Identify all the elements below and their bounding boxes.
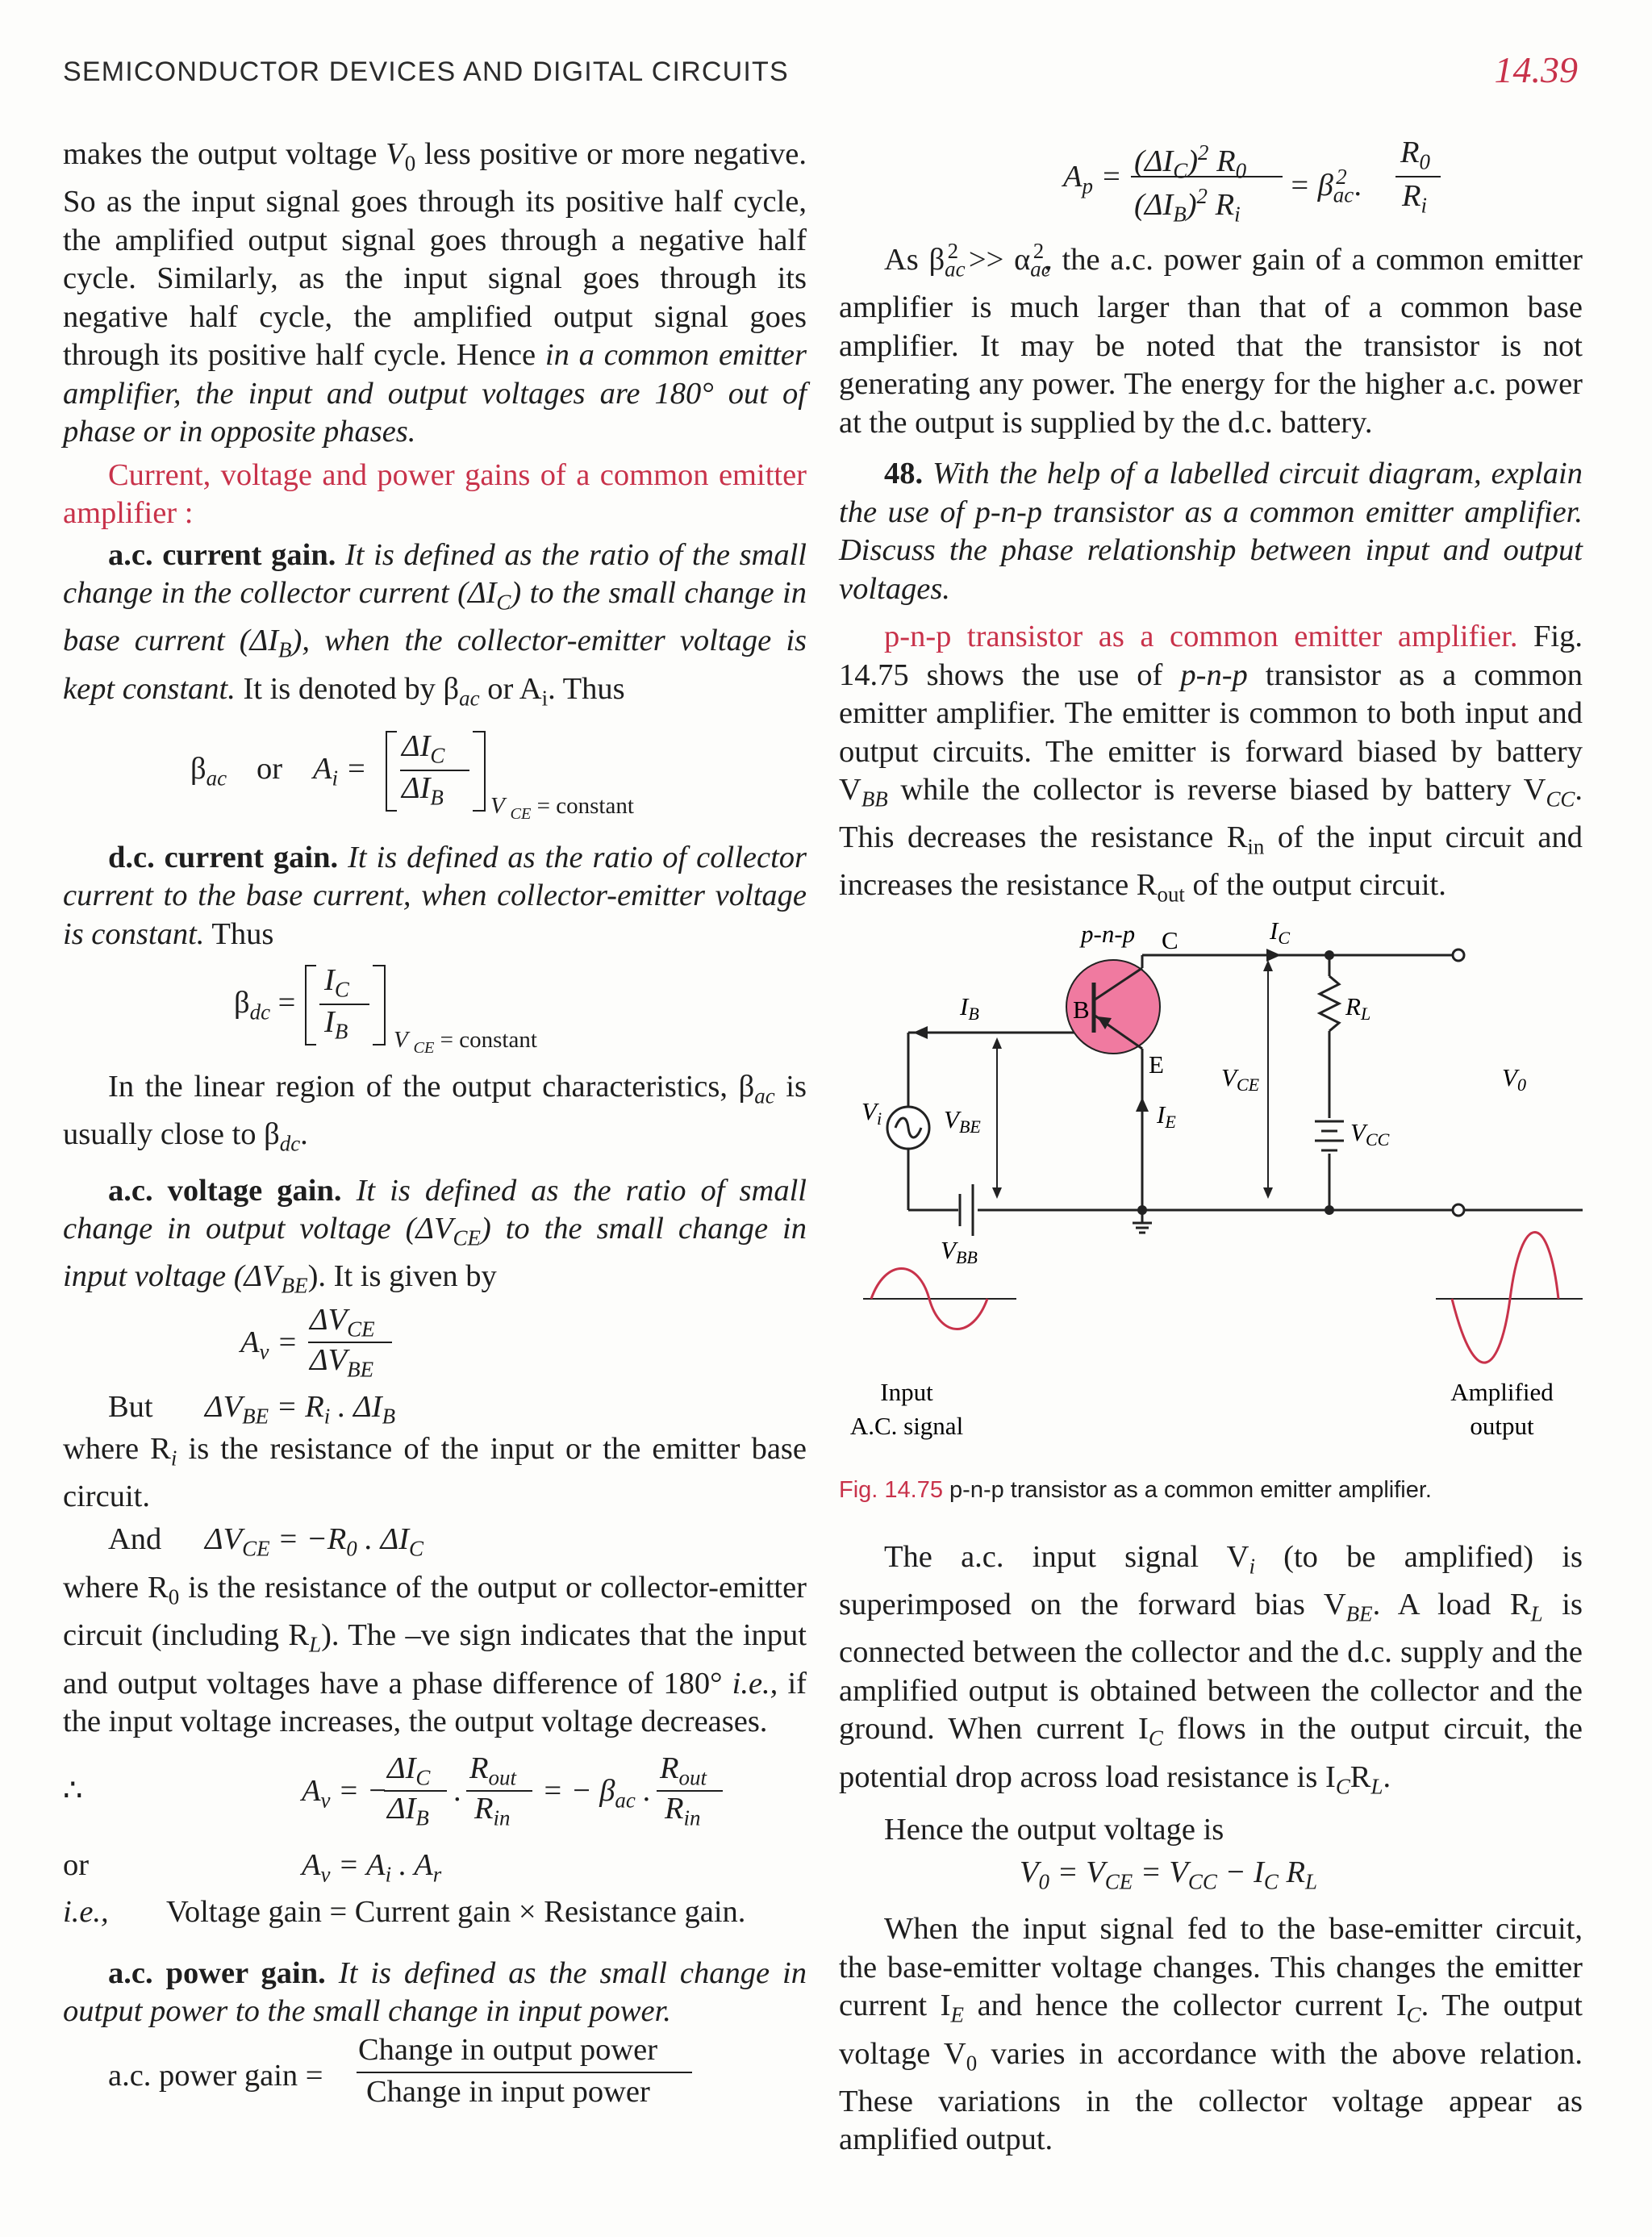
right-column [839,136,1583,2160]
label-vi: Vi [861,1096,882,1129]
ie-arrow [1136,1097,1149,1112]
page-number: 14.39 [1494,49,1578,90]
label-b: B [1073,995,1090,1024]
left-column [63,136,807,2123]
equation-av-full: ∴ $A_v$ = − $\Delta I_C$ $\Delta I_B$ . $R_{out}$ $R_{in}$ = − $\beta_{ac}$ . $R_{out}$ $R_{in}$ [63,1750,807,1838]
label-vbb: VBB [941,1235,978,1267]
equation-ap: $A_p$ = $(\Delta I_C)^2$ $R_0$ $(\Delta I_B)^2$ $R_i$ = $\beta_{ac}^2$ . $R_0$ $R_i$ [839,131,1583,232]
ac-voltage-gain-para: a.c. voltage gain. It is defined as the ratio of small change in output voltage $(\Delta V_{CE})$ to the small change in input voltage $(\Delta V_{BE})$. It is given by [63,1173,807,1298]
equation-beta-dc: $\beta_{dc}$ = $I_C$ $I_B$ V $_{CE}$ = constant [234,963,537,1058]
where-ri-para: where $R_i$ is the resistance of the input or the emitter base circuit. [63,1431,807,1513]
output-wave [1452,1232,1558,1363]
section-heading: Current, voltage and power gains of a common emitter amplifier : [63,457,807,531]
label-c: C [1162,925,1179,954]
label-rl: RL [1345,991,1371,1024]
output-terminal-bottom [1453,1204,1464,1216]
hence-para: Hence the output voltage is [884,1812,1224,1847]
equation-v0: $V_0 = V_{CE} = V_{CC} - I_C$ $R_L$ [1020,1855,1318,1895]
label-pnp: p-n-p [1081,919,1136,948]
load-resistor [1320,976,1339,1031]
dc-current-gain-para: d.c. current gain. It is defined as the ratio of collector current to the base current, when collector-emitter voltage is constant. Thus [63,840,807,951]
label-input-1: Input [880,1377,933,1406]
beta-alpha-para: As $\beta_{ac}^2 >> \alpha_{ac}^2$, the a.c. power gain of a common emitter amplifier is much larger than that of a common base amplifier. It may be noted that the transistor is not generating any power. The energy for the higher a.c. power at the output is supplied by the d.c. battery. [839,239,1583,440]
equation-and: And $\Delta V_{CE} = -R_0$ . $\Delta I_C$ [108,1522,424,1561]
ac-current-gain-para: a.c. current gain. It is defined as the ratio of the small change in the collector current $(\Delta I_C)$ to the small change in base current $(\Delta I_B)$, when the collector-emitter voltage is kept constant. It is denoted by $\beta_{ac}$ or $A_i$. Thus [63,537,807,711]
figure-caption: Fig. 14.75 p-n-p transistor as a common emitter amplifier. [839,1476,1432,1503]
ac-power-gain-para: a.c. power gain. It is defined as the small change in output power to the small change in input power. [63,1955,807,2029]
paragraph-phase: makes the output voltage $V_0$ less positive or more negative. So as the input signal goes through its positive half cycle, the amplified output signal goes through a negative half cycle. Similarly, as the input signal goes through its negative half cycle, the amplified output signal goes through its positive half cycle. Hence in a common emitter amplifier, the input and output voltages are 180° out of phase or in opposite phases. [63,137,807,449]
equation-but: But $\Delta V_{BE} = R_i$ . $\Delta I_B$ [108,1389,396,1429]
label-output-2: output [1470,1411,1534,1440]
last-para: When the input signal fed to the base-emitter circuit, the base-emitter voltage changes. This changes the emitter current $I_E$ and hence the collector current $I_C$. The output voltage $V_0$ varies in accordance with the above relation. These variations in the collector voltage appear as amplified output. [839,1912,1583,2157]
label-ic: IC [1270,919,1291,948]
label-input-2: A.C. signal [849,1411,964,1440]
pnp-para: p-n-p transistor as a common emitter amplifier. Fig. 14.75 shows the use of p-n-p transistor as a common emitter amplifier. The emitter is common to both input and output circuits. The emitter is forward biased by battery $V_{BB}$ while the collector is reverse biased by battery $V_{CC}$. This decreases the resistance $R_{in}$ of the input circuit and increases the resistance $R_{out}$ of the output circuit. [839,620,1583,908]
page-header-left: SEMICONDUCTOR DEVICES AND DIGITAL CIRCUITS [63,56,789,87]
equation-av-ai-ar: or $A_v = A_i$ . $A_r$ [63,1847,442,1887]
equation-ie: i.e., Voltage gain = Current gain × Resistance gain. [63,1894,746,1929]
label-vcc: VCC [1350,1117,1390,1150]
equation-av: $A_v$ = $\Delta V_{CE}$ $\Delta V_{BE}$ [63,1306,807,1384]
where-r0-para: where $R_0$ is the resistance of the output or collector-emitter circuit (including $R_L$). The –ve sign indicates that the input and output voltages have a phase difference of 180° i.e., if the input voltage increases, the output voltage decreases. [63,1571,807,1739]
label-e: E [1149,1050,1164,1079]
label-ie: IE [1157,1100,1176,1132]
equation-power-gain: a.c. power gain = Change in output power Change in input power [63,2035,807,2123]
ib-arrow [913,1026,928,1039]
label-output-1: Amplified [1450,1377,1554,1406]
circuit-figure [839,920,1583,1476]
linear-region-para: In the linear region of the output characteristics, $\beta_{ac}$ is usually close to $\beta_{dc}$. [63,1070,807,1157]
label-ib: IB [960,991,979,1024]
question-48: 48. With the help of a labelled circuit diagram, explain the use of p-n-p transistor as a common emitter amplifier. Discuss the phase relationship between input and output voltages. [839,457,1583,606]
label-v0: V0 [1502,1062,1526,1095]
label-vce: VCE [1221,1062,1260,1095]
ac-input-para: The a.c. input signal $V_i$ (to be amplified) is superimposed on the forward bias $V_{BE}$. A load $R_L$ is connected between the collector and the d.c. supply and the amplified output is obtained between the collector and the ground. When current $I_C$ flows in the output circuit, the potential drop across load resistance is $I_CR_L$. [839,1540,1583,1799]
circuit-diagram [839,920,1583,1476]
equation-beta-ac: $\beta_{ac}$ or $A_i$ = $\Delta I_C$ $\Delta I_B$ V $_{CE}$ = constant [190,728,634,823]
label-vbe: VBE [944,1104,981,1137]
output-terminal-top [1453,949,1464,961]
ic-arrow [1266,949,1281,962]
